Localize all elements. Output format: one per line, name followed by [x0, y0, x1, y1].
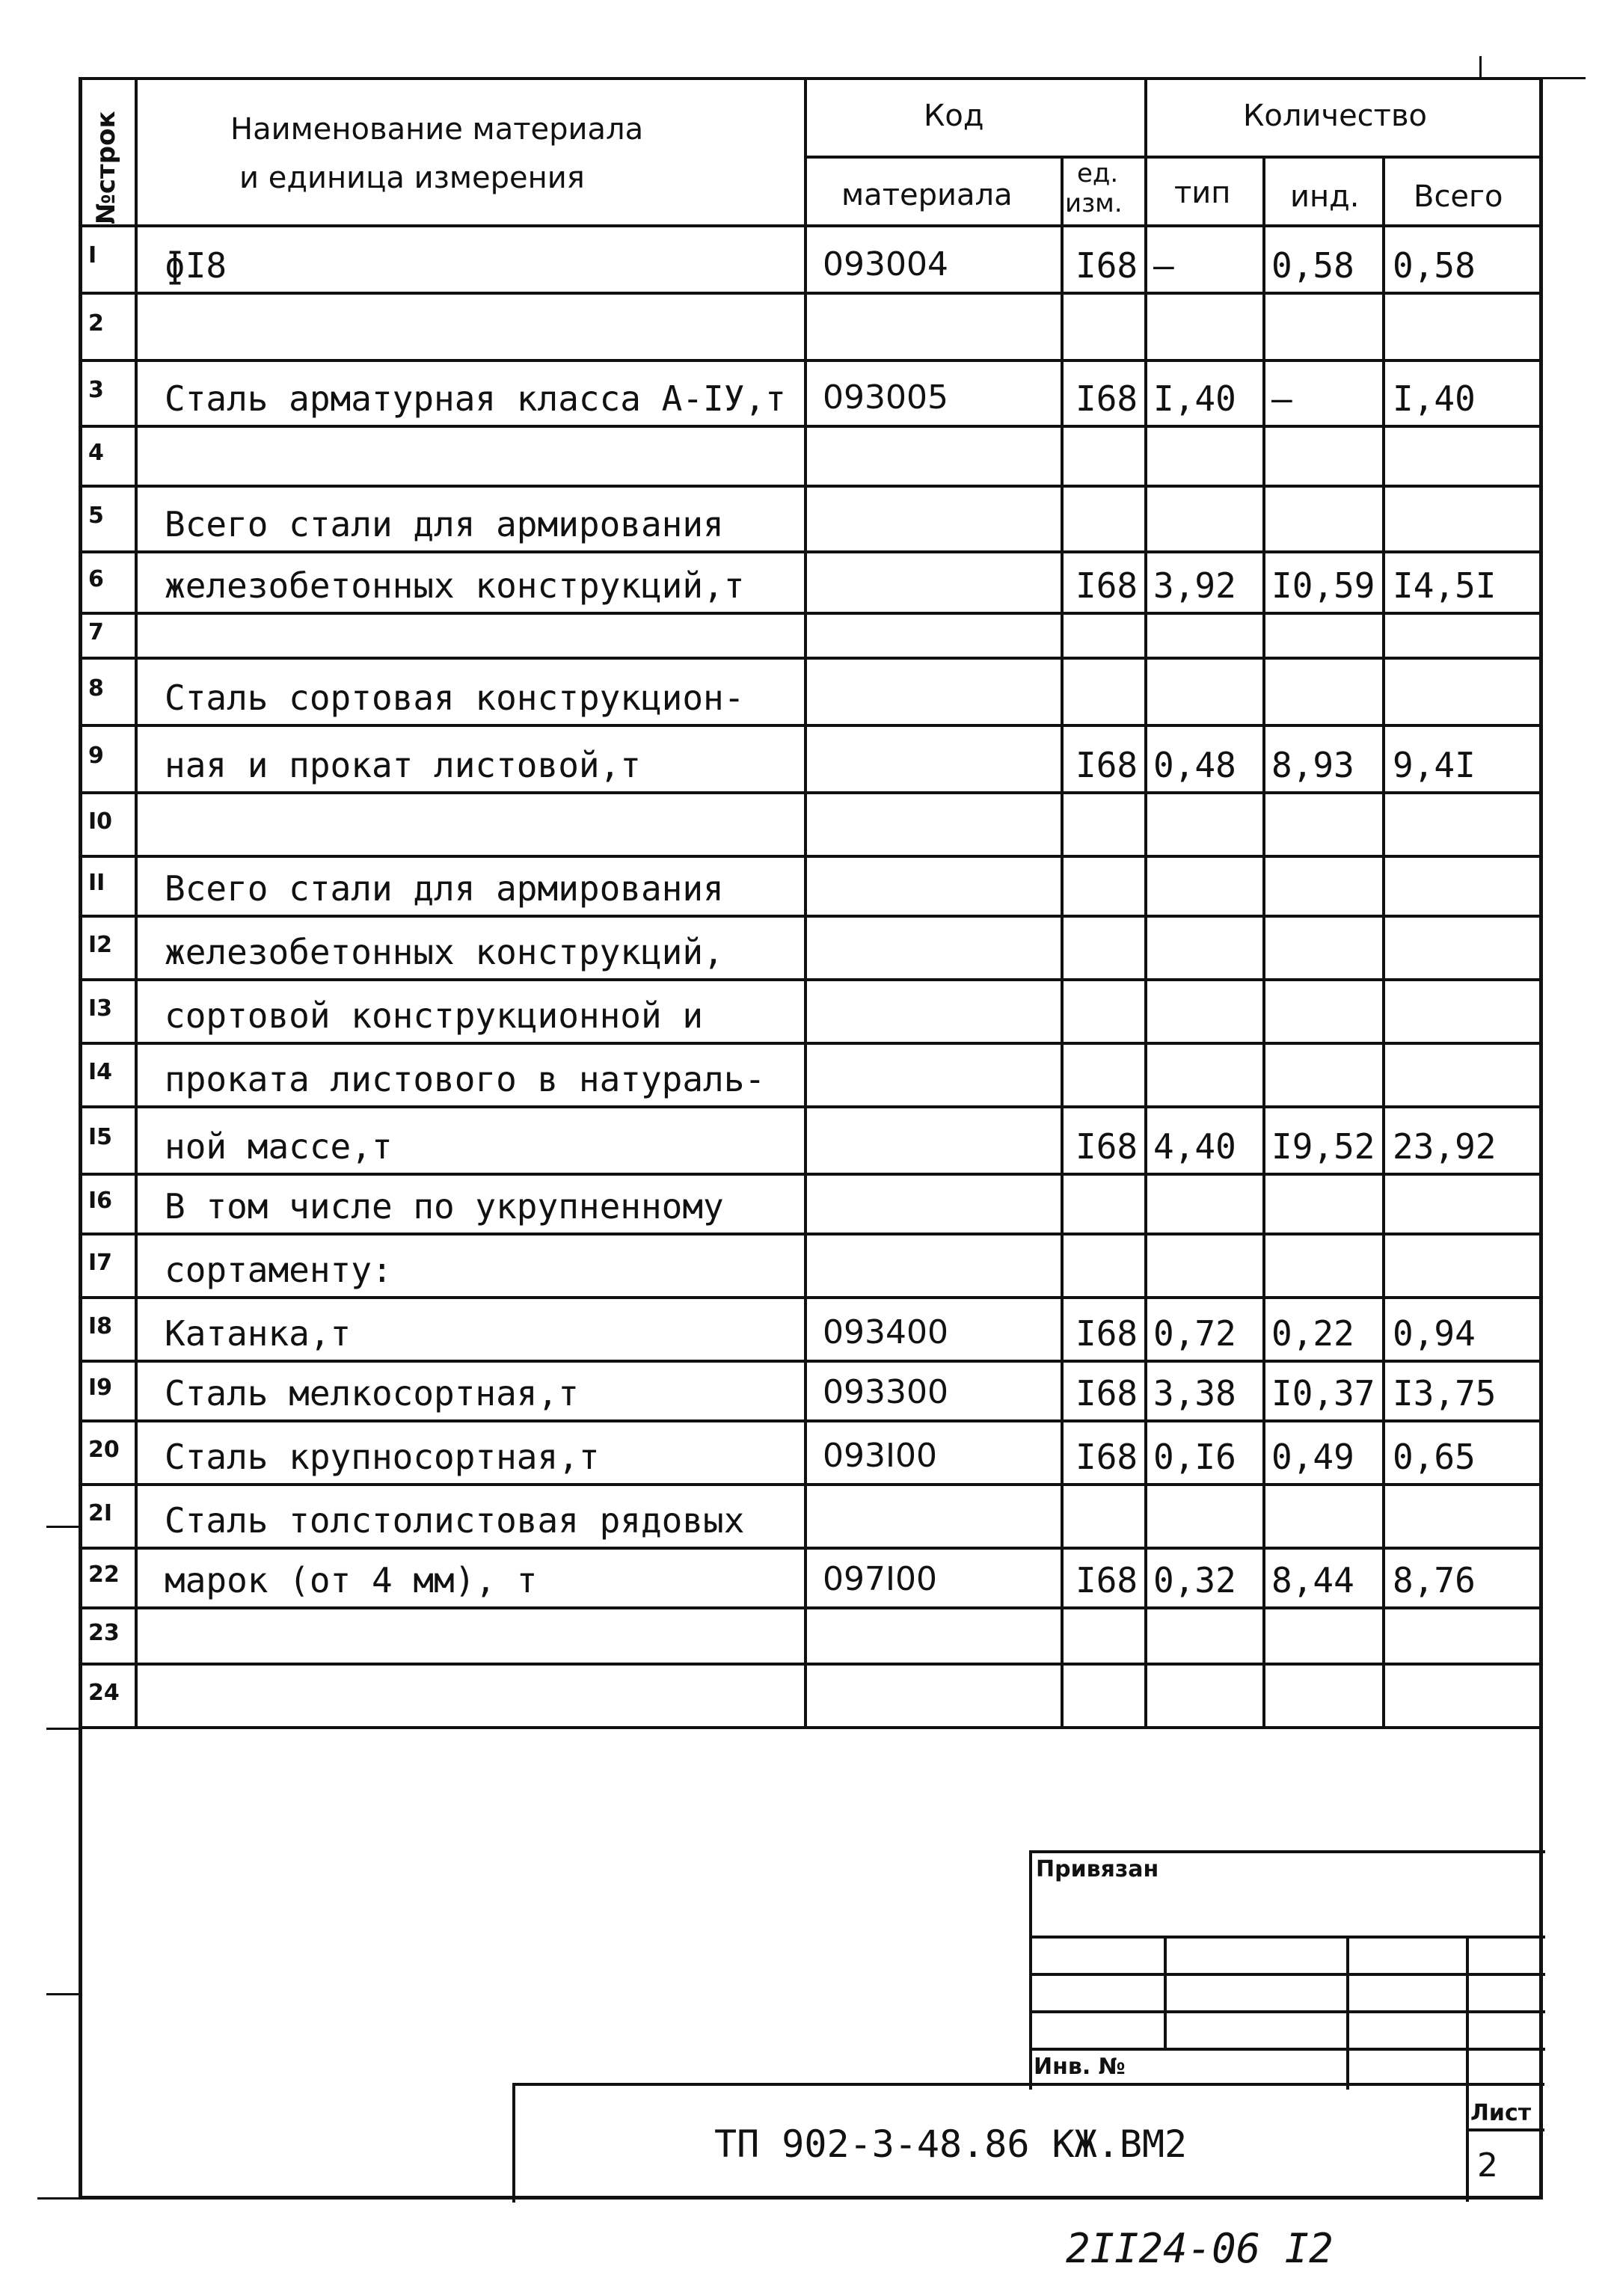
- sheet-col-line: [1466, 2090, 1469, 2202]
- row-number: I7: [88, 1249, 113, 1276]
- header-code-unit-2: изм.: [1065, 188, 1123, 218]
- row-number: 24: [88, 1679, 120, 1706]
- cell-code: 093005: [823, 378, 948, 417]
- row-number: 2: [88, 310, 104, 337]
- cell-name: Всего стали для армирования: [165, 868, 724, 909]
- header-code: Код: [924, 99, 984, 133]
- table-row: [0, 293, 1608, 360]
- cell-ind: 8,93: [1271, 745, 1354, 785]
- cell-unit: I68: [1075, 1560, 1138, 1600]
- row-number: I3: [88, 995, 113, 1022]
- row-number: 4: [88, 440, 104, 466]
- row-number: 7: [88, 619, 104, 645]
- cell-ind: 0,49: [1271, 1437, 1354, 1477]
- cell-ind: I0,37: [1271, 1373, 1375, 1413]
- row-number: 8: [88, 675, 104, 702]
- cell-unit: I68: [1075, 378, 1138, 419]
- margin-tick-1: [46, 1526, 80, 1528]
- cell-type: I,40: [1153, 378, 1236, 419]
- cell-name: железобетонных конструкций,т: [165, 565, 745, 606]
- cell-unit: I68: [1075, 245, 1138, 286]
- header-qty-ind: инд.: [1290, 179, 1360, 214]
- table-row: [0, 1421, 1608, 1485]
- sheet-number: 2: [1477, 2146, 1498, 2185]
- table-row: [0, 1361, 1608, 1421]
- cell-total: 9,4I: [1393, 745, 1476, 785]
- row-number: 2I: [88, 1500, 113, 1526]
- cell-total: 8,76: [1393, 1560, 1476, 1600]
- cell-name: В том числе по укрупненному: [165, 1186, 724, 1227]
- cell-ind: 0,58: [1271, 245, 1354, 286]
- cell-unit: I68: [1075, 1313, 1138, 1354]
- table-row: [0, 486, 1608, 552]
- inv-no-label: Инв. №: [1034, 2054, 1126, 2080]
- cell-name: Сталь крупносортная,т: [165, 1437, 600, 1477]
- cell-name: Сталь мелкосортная,т: [165, 1373, 579, 1413]
- cell-ind: 0,22: [1271, 1313, 1354, 1354]
- table-row: [0, 1234, 1608, 1298]
- cell-ind: 8,44: [1271, 1560, 1354, 1600]
- row-number: I2: [88, 931, 113, 958]
- row-number: II: [88, 870, 105, 896]
- cell-type: 0,72: [1153, 1313, 1236, 1354]
- cell-ind: –: [1271, 378, 1292, 419]
- attached-col-2: [1346, 1936, 1349, 2090]
- row-number: I6: [88, 1188, 113, 1214]
- cell-type: –: [1153, 245, 1174, 286]
- row-number: 6: [88, 566, 104, 592]
- cell-total: I3,75: [1393, 1373, 1497, 1413]
- header-mid-line: [804, 156, 1543, 159]
- cell-name: марок (от 4 мм), т: [165, 1560, 538, 1600]
- attached-col-1: [1164, 1936, 1167, 2048]
- cell-total: I,40: [1393, 378, 1476, 419]
- margin-tick-4: [37, 2197, 82, 2200]
- row-number: 5: [88, 503, 104, 529]
- table-row: [0, 916, 1608, 980]
- attached-label: Привязан: [1036, 1856, 1159, 1882]
- cell-unit: I68: [1075, 565, 1138, 606]
- cell-name: Всего стали для армирования: [165, 504, 724, 544]
- row-number: 3: [88, 377, 104, 403]
- order-number: 2II24-06 I2: [1066, 2225, 1334, 2272]
- cell-type: 0,48: [1153, 745, 1236, 785]
- doc-code: ТП 902-3-48.86 КЖ.ВМ2: [714, 2122, 1188, 2166]
- cell-unit: I68: [1075, 1126, 1138, 1167]
- cell-code: 093004: [823, 245, 948, 283]
- row-number: I4: [88, 1058, 113, 1085]
- row-number: 20: [88, 1436, 120, 1463]
- cell-name: проката листового в натураль-: [165, 1059, 766, 1099]
- table-row: [0, 856, 1608, 916]
- cell-unit: I68: [1075, 745, 1138, 785]
- cell-total: 0,65: [1393, 1437, 1476, 1477]
- cell-name: ная и прокат листовой,т: [165, 745, 641, 785]
- cell-type: 4,40: [1153, 1126, 1236, 1167]
- cell-type: 0,I6: [1153, 1437, 1236, 1477]
- table-row: [0, 360, 1608, 426]
- cell-name: ɸI8: [165, 245, 227, 286]
- header-name-line2: и единица измерения: [239, 161, 585, 195]
- sheet-label: Лист: [1470, 2100, 1532, 2126]
- row-number: 23: [88, 1619, 120, 1646]
- row-number: I: [88, 242, 97, 268]
- cell-name: сортаменту:: [165, 1250, 393, 1290]
- table-row: [0, 1485, 1608, 1548]
- cell-unit: I68: [1075, 1373, 1138, 1413]
- table-row: [0, 725, 1608, 793]
- table-row: [0, 1608, 1608, 1664]
- cell-code: 093400: [823, 1313, 948, 1351]
- table-row: [0, 552, 1608, 613]
- row-number: 9: [88, 743, 104, 769]
- table-row: [0, 793, 1608, 856]
- cell-ind: I0,59: [1271, 565, 1375, 606]
- attached-col-3: [1466, 1936, 1469, 2090]
- header-row-number: №строк: [91, 111, 121, 224]
- cell-code: 097I00: [823, 1560, 937, 1598]
- header-qty-type: тип: [1174, 176, 1231, 210]
- table-row: [0, 1174, 1608, 1234]
- table-row: [0, 658, 1608, 725]
- header-qty-total: Всего: [1414, 179, 1503, 214]
- cell-name: Сталь сортовая конструкцион-: [165, 678, 745, 718]
- cell-name: Сталь арматурная класса А-IУ,т: [165, 378, 786, 419]
- cell-ind: I9,52: [1271, 1126, 1375, 1167]
- table-row: [0, 224, 1608, 293]
- cell-name: ной массе,т: [165, 1126, 393, 1167]
- row-number: I0: [88, 808, 113, 835]
- table-row: [0, 613, 1608, 658]
- row-divider: [79, 1726, 1543, 1729]
- sheet-label-line: [1466, 2128, 1544, 2131]
- row-number: I9: [88, 1375, 113, 1401]
- margin-tick-3: [46, 1993, 80, 1995]
- table-row: [0, 426, 1608, 486]
- cell-total: 23,92: [1393, 1126, 1497, 1167]
- table-row: [0, 1664, 1608, 1728]
- row-number: I5: [88, 1124, 113, 1150]
- margin-tick-2: [46, 1728, 80, 1730]
- cell-code: 093300: [823, 1373, 948, 1411]
- cell-name: железобетонных конструкций,: [165, 932, 724, 972]
- header-quantity: Количество: [1243, 99, 1428, 133]
- cell-type: 3,38: [1153, 1373, 1236, 1413]
- header-code-unit-1: ед.: [1077, 159, 1119, 188]
- cell-total: 0,94: [1393, 1313, 1476, 1354]
- cell-type: 0,32: [1153, 1560, 1236, 1600]
- cell-name: Сталь толстолистовая рядовых: [165, 1500, 745, 1541]
- table-row: [0, 1298, 1608, 1361]
- table-row: [0, 980, 1608, 1043]
- table-row: [0, 1107, 1608, 1174]
- cell-code: 093I00: [823, 1437, 937, 1475]
- cell-name: сортовой конструкционной и: [165, 995, 704, 1036]
- row-number: I8: [88, 1313, 113, 1339]
- table-row: [0, 1043, 1608, 1107]
- row-number: 22: [88, 1562, 120, 1588]
- cell-total: 0,58: [1393, 245, 1476, 286]
- cell-total: I4,5I: [1393, 565, 1497, 606]
- cell-name: Катанка,т: [165, 1313, 352, 1354]
- cell-unit: I68: [1075, 1437, 1138, 1477]
- table-row: [0, 1548, 1608, 1608]
- header-code-material: материала: [841, 178, 1013, 212]
- header-name-line1: Наименование материала: [230, 112, 644, 147]
- cell-type: 3,92: [1153, 565, 1236, 606]
